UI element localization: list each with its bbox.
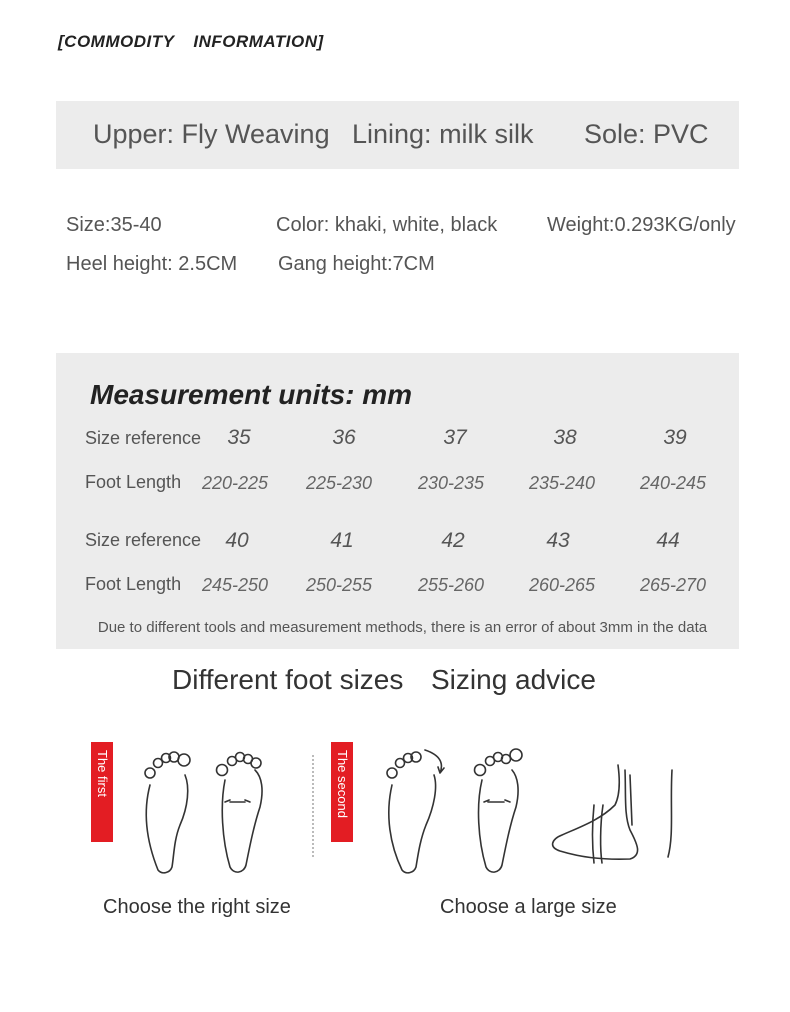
spec-color: Color: khaki, white, black	[276, 214, 498, 236]
size-cell: 37	[443, 426, 467, 449]
sole-material: Sole: PVC	[584, 119, 709, 149]
length-cell: 240-245	[639, 473, 707, 493]
measurement-note: Due to different tools and measurement methods, there is an error of about 3mm in the data	[97, 619, 708, 636]
size-cell: 35	[227, 426, 251, 449]
size-cell: 42	[441, 529, 465, 552]
section-heading: [COMMODITY INFORMATION]	[58, 32, 324, 51]
spec-heel-height: Heel height: 2.5CM	[66, 253, 238, 275]
length-cell: 265-270	[639, 575, 707, 595]
size-cell: 36	[332, 426, 356, 449]
length-cell: 225-230	[305, 473, 373, 493]
second-tag-label: The second	[335, 750, 350, 818]
size-reference-label: Size reference	[85, 530, 202, 550]
lining-material: Lining: milk silk	[352, 119, 534, 149]
length-cell: 255-260	[417, 575, 485, 595]
size-cell: 40	[225, 529, 249, 552]
length-cell: 260-265	[528, 575, 596, 595]
caption-left: Choose the right size	[103, 896, 291, 918]
foot-illustration-first	[130, 745, 280, 875]
length-cell: 230-235	[417, 473, 485, 493]
length-cell: 245-250	[201, 575, 269, 595]
length-cell: 220-225	[201, 473, 269, 493]
size-cell: 43	[546, 529, 570, 552]
first-tag	[91, 742, 113, 842]
foot-illustration-second	[380, 745, 680, 875]
upper-material: Upper: Fly Weaving	[93, 119, 330, 149]
measurement-title: Measurement units: mm	[90, 379, 413, 410]
foot-length-label: Foot Length	[85, 472, 182, 492]
spec-weight: Weight:0.293KG/only	[547, 214, 736, 236]
advice-title-left: Different foot sizes	[172, 664, 404, 695]
size-cell: 44	[656, 529, 680, 552]
size-cell: 39	[663, 426, 687, 449]
first-tag-label: The first	[95, 750, 110, 797]
length-cell: 235-240	[528, 473, 596, 493]
spec-gang-height: Gang height:7CM	[278, 253, 435, 275]
spec-size: Size:35-40	[66, 214, 162, 236]
size-cell: 41	[330, 529, 354, 552]
second-tag	[331, 742, 353, 842]
size-reference-label: Size reference	[85, 428, 202, 448]
length-cell: 250-255	[305, 575, 373, 595]
caption-right: Choose a large size	[440, 896, 617, 918]
advice-title-right: Sizing advice	[431, 664, 596, 695]
foot-length-label: Foot Length	[85, 574, 182, 594]
divider	[312, 755, 314, 857]
size-cell: 38	[553, 426, 577, 449]
